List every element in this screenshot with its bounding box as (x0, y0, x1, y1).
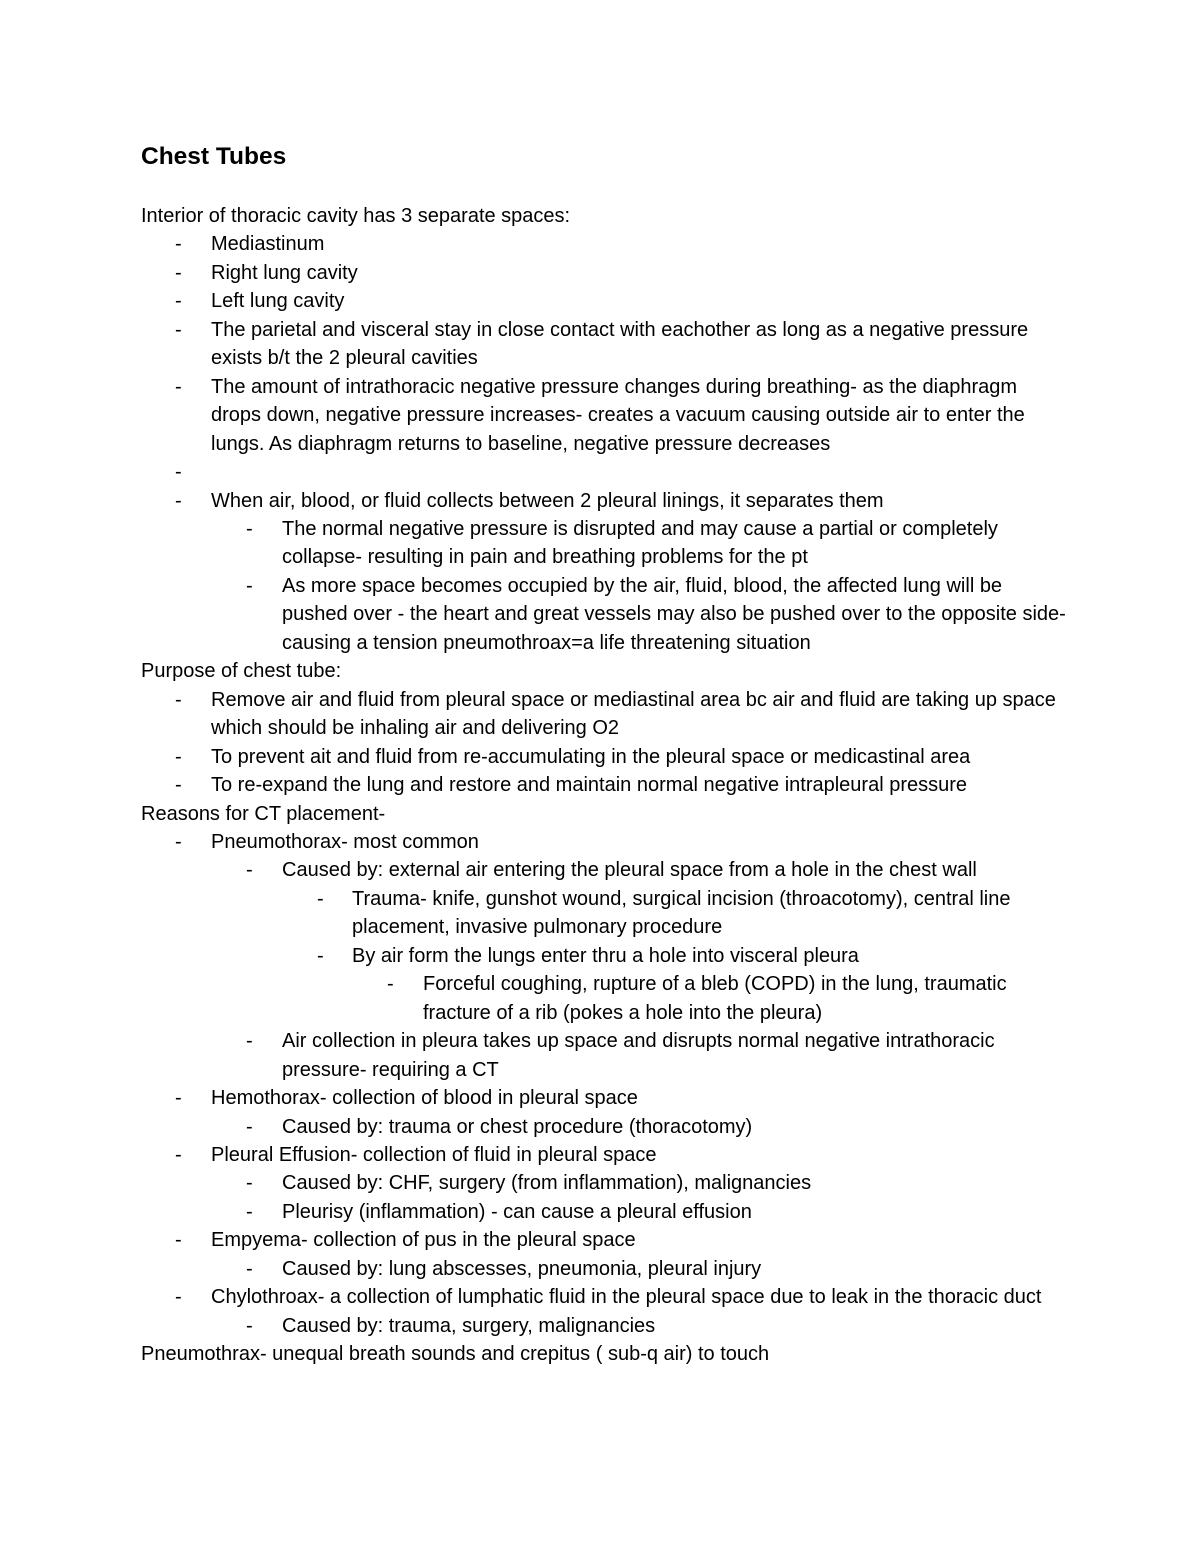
list-item-text: When air, blood, or fluid collects between 2 pleural linings, it separates them (211, 489, 884, 512)
dash-bullet-icon: - (175, 489, 182, 512)
list-item-text: The amount of intrathoracic negative pressure changes during breathing- as the diaphragm drops down, negative pressure increases- creates a vacuum causing outside air to enter the lungs. As diaphragm returns to baseline, negative pressure decreases (211, 375, 1025, 455)
list-item (141, 1113, 1071, 1141)
dash-bullet-icon: - (246, 1115, 253, 1138)
bullet-list (141, 828, 1071, 1340)
dash-bullet-icon: - (246, 1257, 253, 1280)
list-item (141, 686, 1071, 743)
list-item (141, 828, 1071, 856)
list-item (141, 771, 1071, 799)
list-item (141, 885, 1071, 942)
list-item (141, 515, 1071, 572)
dash-bullet-icon: - (175, 261, 182, 284)
list-item (141, 1198, 1071, 1226)
dash-bullet-icon: - (175, 1286, 182, 1309)
dash-bullet-icon: - (246, 1200, 253, 1223)
list-item-text: Caused by: CHF, surgery (from inflammation), malignancies (282, 1172, 812, 1195)
document-page (141, 140, 1071, 1369)
dash-bullet-icon: - (246, 1314, 253, 1337)
dash-bullet-icon: - (175, 774, 182, 797)
list-item-text: Pleural Effusion- collection of fluid in pleural space (211, 1143, 657, 1166)
list-item (141, 1169, 1071, 1197)
list-item (141, 458, 1071, 486)
list-item-text: Chylothroax- a collection of lumphatic fluid in the pleural space due to leak in the thoracic duct (211, 1286, 1042, 1309)
list-item-text: Caused by: external air entering the pleural space from a hole in the chest wall (282, 859, 977, 882)
bullet-list (141, 686, 1071, 800)
list-item-text: Mediastinum (211, 233, 325, 256)
list-item (141, 942, 1071, 970)
list-item (141, 487, 1071, 515)
list-item (141, 287, 1071, 315)
list-item (141, 1084, 1071, 1112)
dash-bullet-icon: - (175, 290, 182, 313)
list-item-text: Air collection in pleura takes up space and disrupts normal negative intrathoracic pressure- requiring a CT (282, 1030, 995, 1081)
section-heading: Interior of thoracic cavity has 3 separate spaces: (141, 205, 571, 227)
list-item-text: As more space becomes occupied by the air, fluid, blood, the affected lung will be pushed over - the heart and great vessels may also be pushed over to the opposite side- causing a tension pneumothroax=a life threatening situation (282, 574, 1066, 654)
list-item (141, 856, 1071, 884)
list-item (141, 230, 1071, 258)
list-item (141, 572, 1071, 657)
section-heading: Pneumothrax- unequal breath sounds and crepitus ( sub-q air) to touch (141, 1343, 770, 1366)
section-heading: Purpose of chest tube: (141, 660, 342, 683)
list-item-text: Pneumothorax- most common (211, 830, 479, 853)
dash-bullet-icon: - (175, 375, 182, 398)
list-item-text: The parietal and visceral stay in close contact with eachother as long as a negative pressure exists b/t the 2 pleural cavities (211, 318, 1029, 370)
list-item-text: Caused by: trauma, surgery, malignancies (282, 1314, 656, 1337)
dash-bullet-icon: - (317, 887, 324, 910)
list-item (141, 970, 1071, 1027)
list-item-text: By air form the lungs enter thru a hole into visceral pleura (352, 944, 859, 967)
list-item-text: Trauma- knife, gunshot wound, surgical incision (throacotomy), central line placement, invasive pulmonary procedure (352, 887, 1011, 939)
list-item (141, 1226, 1071, 1254)
document-title: Chest Tubes (141, 143, 287, 170)
list-item (141, 1141, 1071, 1169)
dash-bullet-icon: - (246, 859, 253, 882)
document-body (141, 202, 1071, 1369)
list-item-text: Caused by: lung abscesses, pneumonia, pleural injury (282, 1257, 762, 1280)
dash-bullet-icon: - (175, 1087, 182, 1110)
list-item (141, 1283, 1071, 1311)
list-item (141, 1027, 1071, 1084)
dash-bullet-icon: - (175, 233, 182, 256)
list-item-text: Left lung cavity (211, 290, 345, 313)
list-item-text: Hemothorax- collection of blood in pleural space (211, 1087, 638, 1110)
list-item-text (211, 458, 1071, 486)
dash-bullet-icon: - (246, 574, 253, 597)
list-item (141, 373, 1071, 458)
dash-bullet-icon: - (246, 1172, 253, 1195)
dash-bullet-icon: - (175, 830, 182, 853)
section-heading: Reasons for CT placement- (141, 802, 386, 825)
list-item (141, 259, 1071, 287)
dash-bullet-icon: - (246, 1030, 253, 1053)
dash-bullet-icon: - (175, 745, 182, 768)
dash-bullet-icon: - (317, 944, 324, 967)
list-item-text: To re-expand the lung and restore and maintain normal negative intrapleural pressure (211, 774, 968, 797)
dash-bullet-icon: - (175, 688, 182, 711)
list-item-text: Caused by: trauma or chest procedure (thoracotomy) (282, 1115, 753, 1138)
list-item-text: Right lung cavity (211, 261, 358, 284)
dash-bullet-icon: - (175, 461, 182, 484)
dash-bullet-icon: - (175, 1143, 182, 1166)
list-item-text: The normal negative pressure is disrupted and may cause a partial or completely collapse- resulting in pain and breathing problems for the pt (282, 517, 998, 569)
dash-bullet-icon: - (246, 517, 253, 540)
list-item-text: Forceful coughing, rupture of a bleb (COPD) in the lung, traumatic fracture of a rib (pokes a hole into the pleura) (423, 973, 1007, 1024)
list-item-text: Remove air and fluid from pleural space or mediastinal area bc air and fluid are taking up space which should be inhaling air and delivering O2 (211, 688, 1056, 740)
list-item (141, 1255, 1071, 1283)
list-item-text: To prevent ait and fluid from re-accumulating in the pleural space or medicastinal area (211, 745, 971, 768)
dash-bullet-icon: - (175, 318, 182, 341)
dash-bullet-icon: - (387, 973, 394, 996)
list-item (141, 1312, 1071, 1340)
list-item-text: Empyema- collection of pus in the pleural space (211, 1229, 636, 1252)
dash-bullet-icon: - (175, 1229, 182, 1252)
bullet-list (141, 230, 1071, 657)
list-item-text: Pleurisy (inflammation) - can cause a pleural effusion (282, 1200, 752, 1223)
list-item (141, 743, 1071, 771)
list-item (141, 316, 1071, 373)
